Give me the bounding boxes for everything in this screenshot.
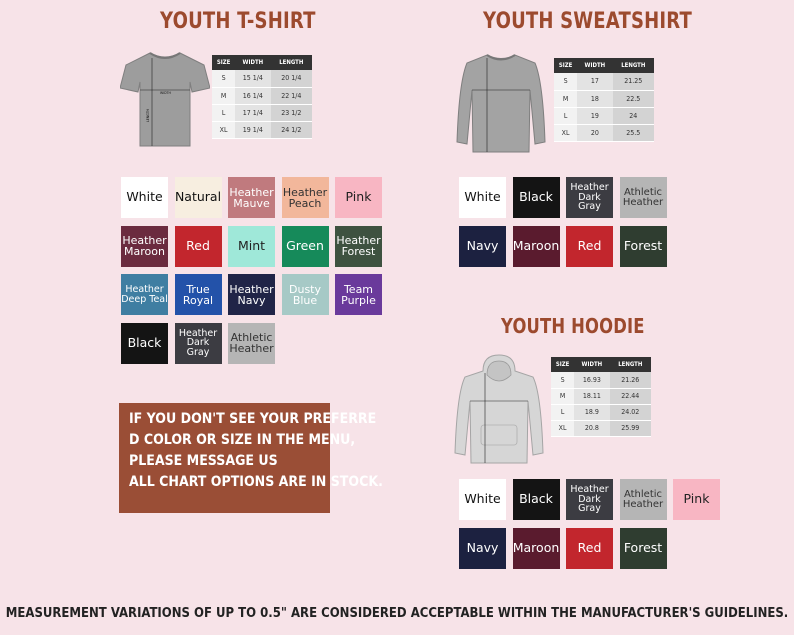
size-cell-width: 19 1/4: [235, 121, 270, 138]
tshirt-length-label: LENGTH: [146, 109, 150, 122]
size-cell-size: S: [551, 372, 574, 388]
color-swatch-navy: Navy: [459, 226, 506, 267]
width-header: WIDTH: [235, 55, 270, 70]
size-header: SIZE: [212, 55, 235, 70]
size-cell-width: 20.8: [574, 420, 609, 436]
color-swatch-forest: Forest: [620, 226, 667, 267]
color-swatch-green: Green: [282, 226, 329, 267]
color-swatch-mint: Mint: [228, 226, 275, 267]
color-swatch-white: White: [459, 177, 506, 218]
size-row: [212, 104, 312, 121]
color-swatch-forest: Forest: [620, 528, 667, 569]
color-swatch-heather-dark-gray: Heather Dark Gray: [175, 323, 222, 364]
size-row: [554, 107, 654, 124]
size-row: [212, 121, 312, 138]
size-cell-length: 21.26: [610, 372, 651, 388]
size-cell-size: M: [212, 87, 235, 104]
color-swatch-pink: Pink: [335, 177, 382, 218]
color-swatch-black: Black: [513, 177, 560, 218]
color-swatch-dusty-blue: Dusty Blue: [282, 274, 329, 315]
color-swatch-red: Red: [566, 226, 613, 267]
color-swatch-white: White: [121, 177, 168, 218]
size-cell-length: 25.99: [610, 420, 651, 436]
size-cell-width: 16 1/4: [235, 87, 270, 104]
size-header: SIZE: [551, 357, 574, 372]
size-row: [554, 73, 654, 90]
color-swatch-black: Black: [513, 479, 560, 520]
size-row: [551, 388, 651, 404]
size-cell-size: S: [212, 70, 235, 87]
note-line: IF YOU DON'T SEE YOUR PREFERRE: [129, 411, 377, 427]
color-swatch-athletic-heather: Athletic Heather: [620, 479, 667, 520]
sweatshirt-image: [455, 52, 547, 158]
size-cell-size: M: [551, 388, 574, 404]
note-line: D COLOR OR SIZE IN THE MENU,: [129, 432, 356, 448]
color-swatch-true-royal: True Royal: [175, 274, 222, 315]
size-row: [212, 87, 312, 104]
color-swatch-maroon: Maroon: [513, 226, 560, 267]
size-cell-size: XL: [554, 124, 577, 141]
tshirt-size-table: [212, 55, 312, 139]
size-cell-width: 15 1/4: [235, 70, 270, 87]
size-cell-length: 25.5: [613, 124, 654, 141]
size-cell-length: 22.44: [610, 388, 651, 404]
size-cell-size: XL: [212, 121, 235, 138]
color-swatch-heather-dark-gray: Heather Dark Gray: [566, 479, 613, 520]
size-cell-size: L: [212, 104, 235, 121]
color-swatch-team-purple: Team Purple: [335, 274, 382, 315]
size-row: [551, 404, 651, 420]
size-cell-width: 17: [577, 73, 612, 90]
size-cell-width: 18.11: [574, 388, 609, 404]
color-swatch-athletic-heather: Athletic Heather: [228, 323, 275, 364]
size-cell-size: L: [554, 107, 577, 124]
length-header: LENGTH: [613, 58, 654, 73]
size-cell-length: 24: [613, 107, 654, 124]
size-cell-length: 22.5: [613, 90, 654, 107]
measurement-disclaimer: MEASUREMENT VARIATIONS OF UP TO 0.5" ARE CONSIDERED ACCEPTABLE WITHIN THE MANUFACTURER'S GUIDELINES.: [5, 606, 789, 621]
color-swatch-navy: Navy: [459, 528, 506, 569]
color-swatch-black: Black: [121, 323, 168, 364]
color-swatch-heather-forest: Heather Forest: [335, 226, 382, 267]
size-cell-width: 18.9: [574, 404, 609, 420]
size-cell-size: XL: [551, 420, 574, 436]
size-cell-length: 24.02: [610, 404, 651, 420]
color-swatch-heather-deep-teal: Heather Deep Teal: [121, 274, 168, 315]
size-header: SIZE: [554, 58, 577, 73]
size-row: [551, 372, 651, 388]
width-header: WIDTH: [574, 357, 609, 372]
hoodie-image: [453, 353, 545, 467]
note-line: ALL CHART OPTIONS ARE IN STOCK.: [129, 474, 383, 490]
size-row: [212, 70, 312, 87]
length-header: LENGTH: [610, 357, 651, 372]
size-cell-length: 20 1/4: [271, 70, 312, 87]
hoodie-size-table: [551, 357, 651, 437]
size-cell-width: 18: [577, 90, 612, 107]
size-cell-width: 17 1/4: [235, 104, 270, 121]
tshirt-title: YOUTH T-SHIRT: [160, 9, 316, 34]
color-swatch-heather-maroon: Heather Maroon: [121, 226, 168, 267]
sweatshirt-title: YOUTH SWEATSHIRT: [483, 9, 692, 34]
sweatshirt-size-table: [554, 58, 654, 142]
tshirt-image: [120, 48, 210, 148]
tshirt-chest-label: WIDTH: [160, 91, 171, 95]
size-cell-length: 23 1/2: [271, 104, 312, 121]
color-swatch-heather-peach: Heather Peach: [282, 177, 329, 218]
size-row: [551, 420, 651, 436]
color-swatch-natural: Natural: [175, 177, 222, 218]
size-cell-size: M: [554, 90, 577, 107]
length-header: LENGTH: [271, 55, 312, 70]
size-cell-size: S: [554, 73, 577, 90]
color-swatch-red: Red: [175, 226, 222, 267]
message-us-note: [119, 403, 383, 513]
size-row: [554, 124, 654, 141]
size-cell-size: L: [551, 404, 574, 420]
size-cell-width: 16.93: [574, 372, 609, 388]
width-header: WIDTH: [577, 58, 612, 73]
color-swatch-heather-dark-gray: Heather Dark Gray: [566, 177, 613, 218]
hoodie-title: YOUTH HOODIE: [501, 314, 645, 338]
color-swatch-white: White: [459, 479, 506, 520]
color-swatch-heather-navy: Heather Navy: [228, 274, 275, 315]
size-cell-width: 19: [577, 107, 612, 124]
color-swatch-athletic-heather: Athletic Heather: [620, 177, 667, 218]
size-cell-length: 24 1/2: [271, 121, 312, 138]
size-row: [554, 90, 654, 107]
size-cell-width: 20: [577, 124, 612, 141]
color-swatch-heather-mauve: Heather Mauve: [228, 177, 275, 218]
color-swatch-pink: Pink: [673, 479, 720, 520]
note-line: PLEASE MESSAGE US: [129, 453, 278, 469]
size-cell-length: 21.25: [613, 73, 654, 90]
color-swatch-red: Red: [566, 528, 613, 569]
size-cell-length: 22 1/4: [271, 87, 312, 104]
color-swatch-maroon: Maroon: [513, 528, 560, 569]
